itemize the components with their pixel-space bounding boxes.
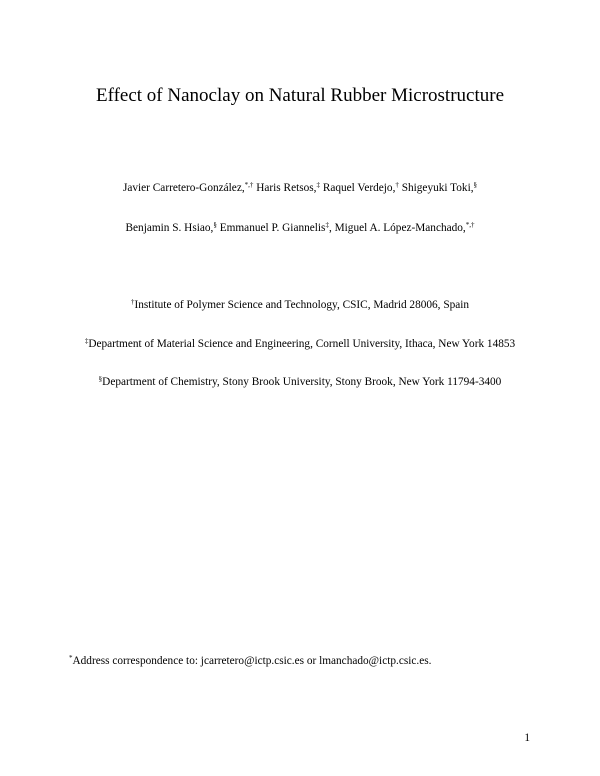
author-affiliation-mark: ‡ [325, 221, 329, 229]
author-name: Benjamin S. Hsiao, [125, 222, 214, 234]
author-name: Haris Retsos, [256, 182, 317, 194]
footnote-mark: * [69, 654, 73, 662]
affiliation [0, 337, 600, 351]
affiliation-mark: ‡ [84, 337, 89, 345]
affiliation [0, 298, 600, 312]
author-name: Raquel Verdejo, [322, 182, 396, 194]
author-list-line-2 [0, 221, 600, 235]
author-affiliation-mark: § [473, 181, 478, 189]
affiliation-text: Institute of Polymer Science and Technology, CSIC, Madrid 28006, Spain [134, 299, 470, 311]
author-affiliation-mark: † [395, 181, 399, 189]
author-separator: , [328, 222, 335, 234]
affiliation-text: Department of Chemistry, Stony Brook University, Stony Brook, New York 11794-3400 [102, 376, 502, 388]
author-name: Emmanuel P. Giannelis [219, 222, 326, 234]
author-list-line-1 [0, 181, 600, 195]
author-affiliation-mark: ‡ [316, 181, 320, 189]
affiliation-text: Department of Material Science and Engineering, Cornell University, Ithaca, New York 14853 [88, 338, 516, 350]
author-affiliation-mark: *,† [244, 181, 254, 189]
affiliation [0, 375, 600, 389]
page-number: 1 [524, 732, 530, 744]
affiliation-mark: † [130, 298, 135, 306]
correspondence-footnote [69, 654, 431, 668]
author-affiliation-mark: § [213, 221, 217, 229]
affiliation-mark: § [98, 375, 103, 383]
footnote-text: Address correspondence to: jcarretero@ictp.csic.es or lmanchado@ictp.csic.es. [72, 655, 432, 667]
author-name: Javier Carretero-González, [122, 182, 245, 194]
author-affiliation-mark: *,† [465, 221, 475, 229]
author-name: Miguel A. López-Manchado, [334, 222, 466, 234]
author-name: Shigeyuki Toki, [401, 182, 474, 194]
paper-title: Effect of Nanoclay on Natural Rubber Microstructure [96, 85, 504, 106]
